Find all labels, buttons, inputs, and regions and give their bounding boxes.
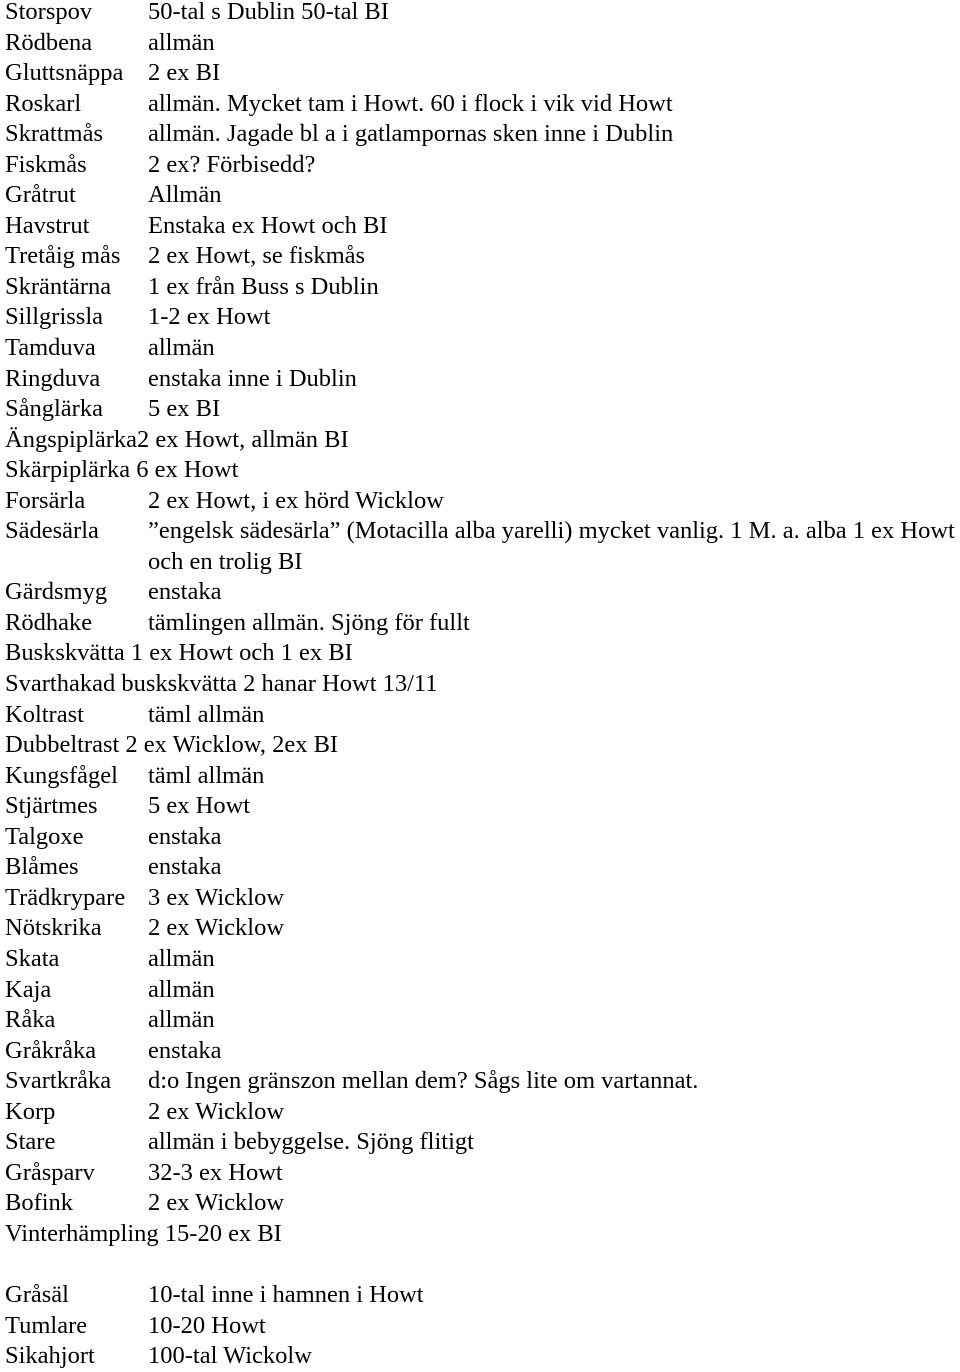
list-item [5, 1127, 955, 1158]
observation-note: Allmän [148, 181, 222, 209]
species-name: Gråsparv [5, 1158, 95, 1186]
list-item [5, 975, 955, 1006]
species-name: Bofink [5, 1189, 74, 1217]
species-entry: Buskskvätta 1 ex Howt och 1 ex BI [5, 639, 353, 667]
observation-note: 10-tal inne i hamnen i Howt [148, 1280, 424, 1308]
observation-note: enstaka [148, 1036, 222, 1064]
observation-note: allmän [148, 28, 215, 56]
list-item [5, 272, 955, 303]
observation-note: enstaka [148, 822, 222, 850]
list-item [5, 150, 955, 181]
list-item [5, 883, 955, 914]
list-item [5, 638, 955, 669]
observation-note: allmän [148, 1006, 215, 1034]
list-item [5, 364, 955, 395]
species-name: Tretåig mås [5, 242, 121, 270]
species-entry: Vinterhämpling 15-20 ex BI [5, 1219, 282, 1247]
species-name: Roskarl [5, 89, 82, 117]
list-item [5, 241, 955, 272]
observation-note: 50-tal s Dublin 50-tal BI [148, 0, 389, 25]
list-item [5, 1097, 955, 1128]
observation-note: 10-20 Howt [148, 1311, 266, 1339]
species-name: Stjärtmes [5, 792, 98, 820]
species-entry: Svarthakad buskskvätta 2 hanar Howt 13/11 [5, 670, 438, 698]
species-name: Sånglärka [5, 395, 103, 423]
list-item [5, 608, 955, 639]
list-item [5, 1005, 955, 1036]
species-name: Talgoxe [5, 822, 84, 850]
species-name: Kaja [5, 975, 52, 1003]
list-item [5, 944, 955, 975]
species-name: Sädesärla [5, 517, 99, 545]
observation-note: Enstaka ex Howt och BI [148, 211, 388, 239]
list-item [5, 1158, 955, 1189]
list-item [5, 1311, 955, 1342]
species-name: Gluttsnäppa [5, 59, 124, 87]
species-name: Tumlare [5, 1311, 88, 1339]
list-item [5, 852, 955, 883]
observation-note: enstaka [148, 853, 222, 881]
list-item [5, 1036, 955, 1067]
observation-note: 2 ex Howt, se fiskmås [148, 242, 366, 270]
list-item [5, 89, 955, 120]
observation-note: 2 ex Wicklow [148, 914, 285, 942]
species-name: Ringduva [5, 364, 101, 392]
species-name: Storspov [5, 0, 93, 25]
observation-note: 100-tal Wickolw [148, 1342, 312, 1370]
species-name: Skata [5, 944, 60, 972]
observation-note: 2 ex Wicklow [148, 1097, 285, 1125]
list-item [5, 119, 955, 150]
list-item [5, 1066, 955, 1097]
observation-note: allmän i bebyggelse. Sjöng flitigt [148, 1128, 474, 1156]
species-name: Nötskrika [5, 914, 102, 942]
list-item [5, 455, 955, 486]
species-name: Gärdsmyg [5, 578, 108, 606]
observation-note: 1-2 ex Howt [148, 303, 271, 331]
observation-note: allmän [148, 334, 215, 362]
observation-note: 3 ex Wicklow [148, 883, 285, 911]
list-item [5, 302, 955, 333]
observation-note: 2 ex Wicklow [148, 1189, 285, 1217]
observation-note: d:o Ingen gränszon mellan dem? Sågs lite om vartannat. [148, 1067, 699, 1095]
species-name: Trädkrypare [5, 883, 126, 911]
observation-note: 32-3 ex Howt [148, 1158, 283, 1186]
species-name: Blåmes [5, 853, 79, 881]
list-item [5, 791, 955, 822]
species-name: Kungsfågel [5, 761, 118, 789]
list-item [5, 822, 955, 853]
species-entry: Dubbeltrast 2 ex Wicklow, 2ex BI [5, 731, 339, 759]
list-item [5, 700, 955, 731]
list-item [5, 1341, 955, 1372]
list-item [5, 394, 955, 425]
observation-note: ”engelsk sädesärla” (Motacilla alba yarelli) mycket vanlig. 1 M. a. alba 1 ex Howt och en trolig BI [148, 517, 955, 575]
observation-note: allmän. Mycket tam i Howt. 60 i flock i vik vid Howt [148, 89, 673, 117]
observation-note: 2 ex Howt, i ex hörd Wicklow [148, 486, 444, 514]
species-name: Rödhake [5, 608, 93, 636]
blank-line [5, 1249, 955, 1280]
species-name: Skräntärna [5, 272, 112, 300]
species-name: Råka [5, 1006, 56, 1034]
species-name: Forsärla [5, 486, 86, 514]
observation-note: 5 ex BI [148, 395, 221, 423]
list-item [5, 516, 955, 577]
list-item [5, 333, 955, 364]
observation-note: enstaka inne i Dublin [148, 364, 357, 392]
species-entry: Ängspiplärka2 ex Howt, allmän BI [5, 425, 349, 453]
observation-note: 2 ex BI [148, 59, 221, 87]
species-name: Havstrut [5, 211, 90, 239]
observation-note: täml allmän [148, 761, 265, 789]
species-name: Korp [5, 1097, 56, 1125]
species-name: Tamduva [5, 334, 96, 362]
observation-note: 1 ex från Buss s Dublin [148, 272, 379, 300]
species-name: Gråtrut [5, 181, 76, 209]
observation-note: tämlingen allmän. Sjöng för fullt [148, 608, 470, 636]
species-list [5, 0, 955, 1372]
observation-note: täml allmän [148, 700, 265, 728]
list-item [5, 1188, 955, 1219]
list-item [5, 913, 955, 944]
species-name: Koltrast [5, 700, 84, 728]
observation-note: 2 ex? Förbisedd? [148, 150, 316, 178]
list-item [5, 58, 955, 89]
list-item [5, 425, 955, 456]
species-name: Sikahjort [5, 1342, 95, 1370]
list-item [5, 1280, 955, 1311]
species-name: Gråsäl [5, 1280, 69, 1308]
species-name: Sillgrissla [5, 303, 104, 331]
list-item [5, 180, 955, 211]
observation-note: allmän [148, 975, 215, 1003]
list-item [5, 577, 955, 608]
species-name: Rödbena [5, 28, 93, 56]
list-item [5, 730, 955, 761]
species-entry: Skärpiplärka 6 ex Howt [5, 456, 239, 484]
list-item [5, 669, 955, 700]
list-item [5, 486, 955, 517]
observation-note: allmän [148, 944, 215, 972]
observation-note: enstaka [148, 578, 222, 606]
species-name: Fiskmås [5, 150, 87, 178]
list-item [5, 761, 955, 792]
observation-note: allmän. Jagade bl a i gatlampornas sken inne i Dublin [148, 120, 674, 148]
species-name: Skrattmås [5, 120, 103, 148]
species-name: Svartkråka [5, 1067, 112, 1095]
list-item [5, 0, 955, 28]
observation-note: 5 ex Howt [148, 792, 251, 820]
list-item [5, 211, 955, 242]
list-item [5, 1219, 955, 1250]
list-item [5, 28, 955, 59]
species-name: Gråkråka [5, 1036, 97, 1064]
species-name: Stare [5, 1128, 56, 1156]
